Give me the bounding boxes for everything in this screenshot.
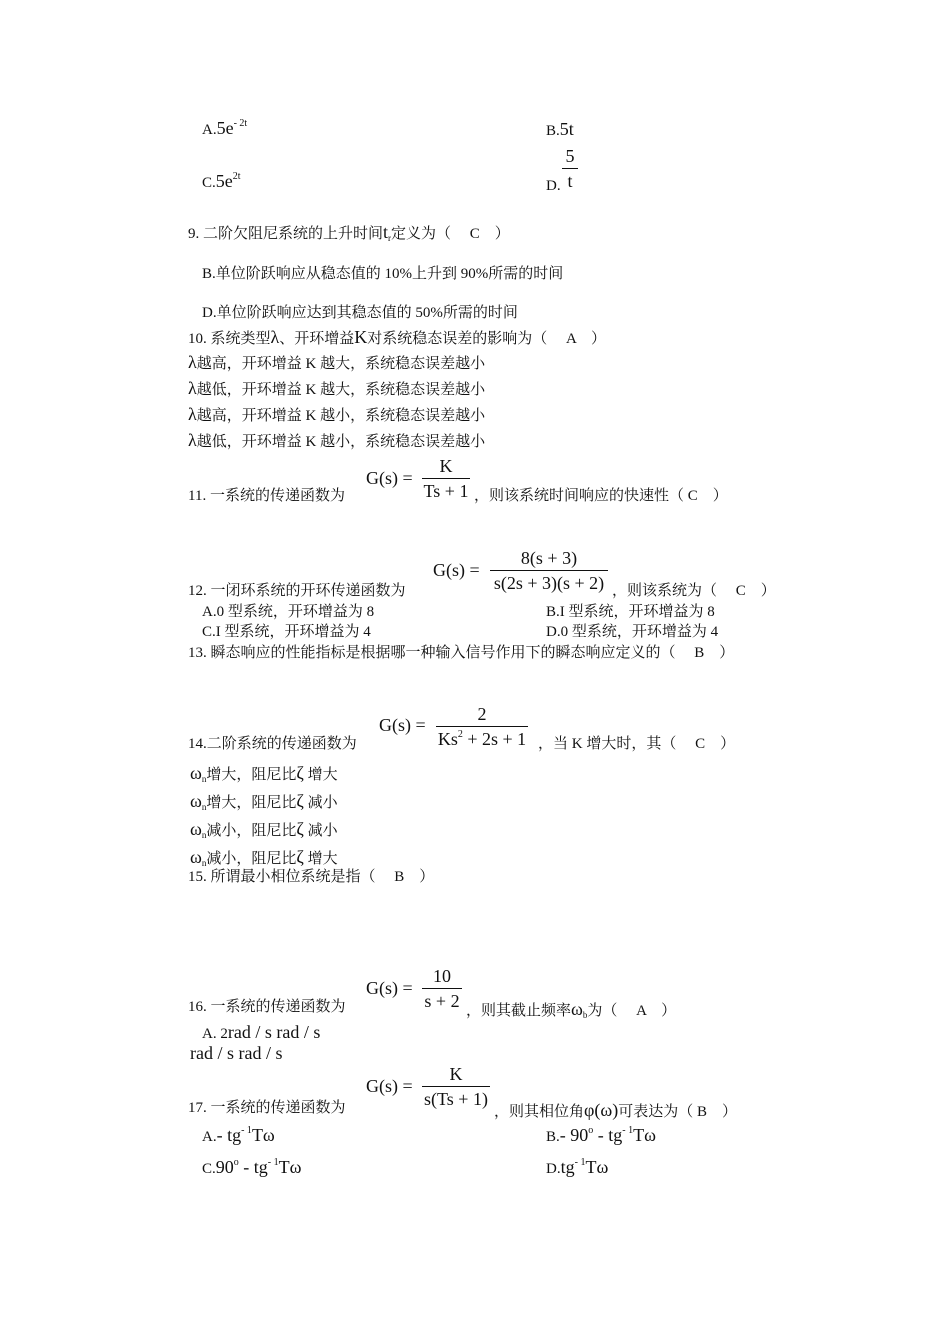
q12-option-b: B.I 型系统，开环增益为 8 <box>546 604 715 620</box>
q11-stem-pre: 11. 一系统的传递函数为 <box>188 488 345 504</box>
q17-option-a: A.- $tg^{- 1}T\omega$ <box>202 1125 275 1145</box>
q14-formula-lhs: G(s) = <box>379 715 426 735</box>
q17-option-c: $C.90^o - tg^{- 1}T\omega$ <box>202 1157 302 1177</box>
q10-option-2: λ越低，开环增益 K 越大，系统稳态误差越小 <box>188 378 486 398</box>
q10-option-4: λ越低，开环增益 K 越小，系统稳态误差越小 <box>188 430 486 450</box>
q11-formula-fraction: K Ts + 1 <box>423 456 469 501</box>
q9-stem: 9. 二阶欠阻尼系统的上升时间$t_r$定义为（ C ） <box>188 222 510 243</box>
q14-stem-post: ，当 K 增大时，其（ C ） <box>538 736 736 752</box>
q14-option-1: $\omega_n$增大，阻尼比ζ 增大 <box>190 763 338 784</box>
q8-option-b: B.5t <box>546 119 574 139</box>
q10-stem: 10. 系统类型λ、开环增益K对系统稳态误差的影响为（ A ） <box>188 327 607 347</box>
q11-stem-post: ，则该系统时间响应的快速性（ C ） <box>474 488 728 504</box>
q9-option-b: B.单位阶跃响应从稳态值的 10%上升到 90%所需的时间 <box>202 266 564 282</box>
q16-formula-fraction: 10 s + 2 <box>422 967 462 1010</box>
q16-option-line-2: rad / s rad / s <box>190 1043 283 1063</box>
q10-option-3: λ越高，开环增益 K 越小，系统稳态误差越小 <box>188 404 486 424</box>
q14-option-4: $\omega_n$减小，阻尼比ζ 增大 <box>190 847 338 868</box>
q17-formula-lhs: G(s) = <box>366 1076 413 1096</box>
q16-stem-pre: 16. 一系统的传递函数为 <box>188 999 346 1015</box>
q8-option-d-fraction: 5 t <box>562 147 578 190</box>
q15-stem: 15. 所谓最小相位系统是指（ B ） <box>188 869 435 885</box>
q10-option-1: λ越高，开环增益 K 越大，系统稳态误差越小 <box>188 352 486 372</box>
q12-formula-fraction: 8(s + 3) s(2s + 3)(s + 2) <box>490 549 608 592</box>
q17-option-b: B.- $90^o - tg^{- 1}T\omega$ <box>546 1125 656 1145</box>
q12-option-c: C.I 型系统，开环增益为 4 <box>202 624 371 640</box>
q11-formula-lhs: G(s) = <box>366 468 413 488</box>
q17-stem-post: ，则其相位角φ(ω)可表达为（ B ） <box>494 1100 738 1120</box>
q9-option-d: D.单位阶跃响应达到其稳态值的 50%所需的时间 <box>202 305 518 321</box>
q8-option-d-label: D. <box>546 178 561 194</box>
q8-option-a: $A.5e^{- 2t}$ <box>202 118 248 138</box>
q16-formula-lhs: G(s) = <box>366 978 413 998</box>
q16-option-line-1: A. 2rad / s rad / s <box>202 1022 321 1042</box>
q17-option-d: $D.tg^{- 1}T\omega$ <box>546 1157 609 1177</box>
q14-option-2: $\omega_n$增大，阻尼比ζ 减小 <box>190 791 338 812</box>
q14-stem-pre: 14.二阶系统的传递函数为 <box>188 736 357 752</box>
q17-formula-fraction: K s(Ts + 1) <box>422 1065 490 1108</box>
q16-stem-post: ，则其截止频率$\omega_b$为（ A ） <box>466 999 677 1020</box>
q14-option-3: $\omega_n$减小，阻尼比ζ 减小 <box>190 819 338 840</box>
q8-option-c: $C.5e^{2t}$ <box>202 171 241 191</box>
q12-option-a: A.0 型系统，开环增益为 8 <box>202 604 375 620</box>
q12-stem-pre: 12. 一闭环系统的开环传递函数为 <box>188 583 406 599</box>
q12-option-d: D.0 型系统，开环增益为 4 <box>546 624 719 640</box>
q17-stem-pre: 17. 一系统的传递函数为 <box>188 1100 346 1116</box>
q13-stem: 13. 瞬态响应的性能指标是根据哪一种输入信号作用下的瞬态响应定义的（ B ） <box>188 645 735 661</box>
q12-formula-lhs: G(s) = <box>433 560 480 580</box>
q12-stem-post: ，则该系统为（ C ） <box>612 583 776 599</box>
q14-formula-fraction: 2 $Ks^2 + 2s + 1$ <box>437 704 527 749</box>
